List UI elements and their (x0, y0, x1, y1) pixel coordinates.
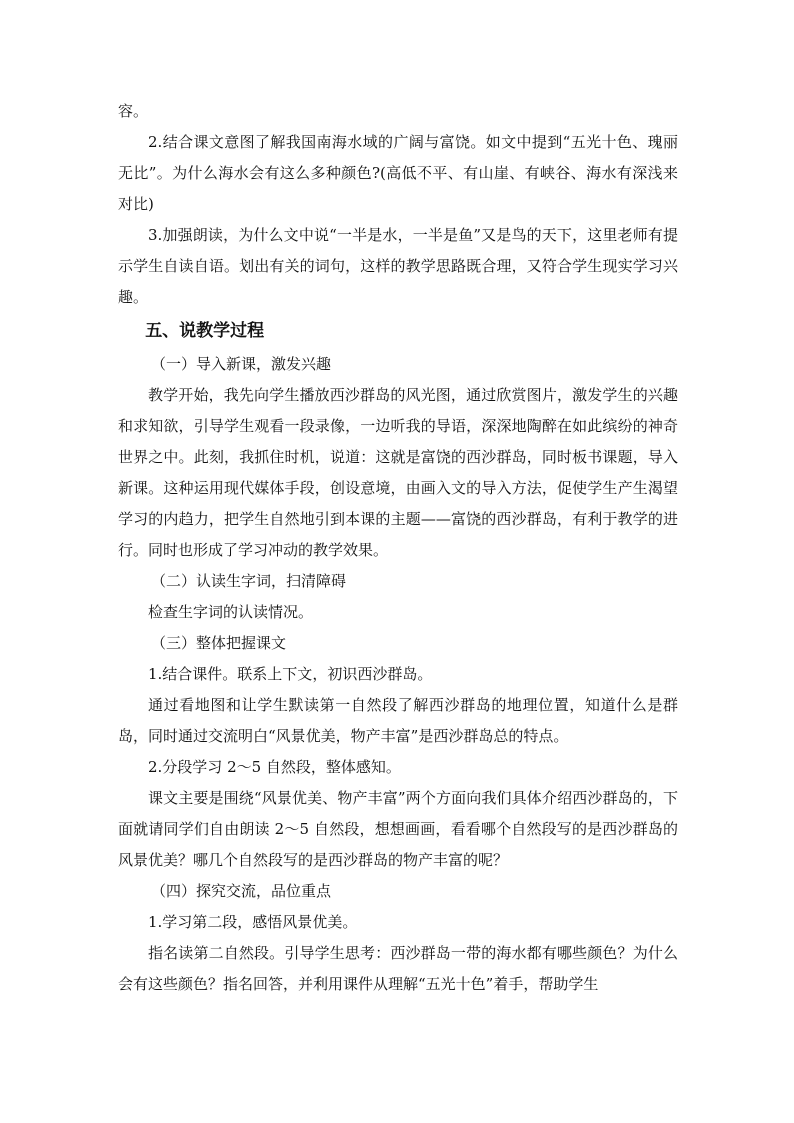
paragraph-intro-body: 教学开始，我先向学生播放西沙群岛的风光图，通过欣赏图片，激发学生的兴趣和求知欲，引导学生观看一段录像，一边听我的导语，深深地陶醉在如此缤纷的神奇世界之中。此刻，我抓住时机，说道：这就是富饶的西沙群岛，同时板书课题，导入新课。这种运用现代媒体手段，创设意境，由画入文的导入方法，促使学生产生渴望学习的内趋力，把学生自然地引到本课的主题——富饶的西沙群岛，有利于教学的进行。同时也形成了学习冲动的教学效果。 (118, 386, 678, 559)
paragraph-explore-1: 1.学习第二段，感悟风景优美。 (148, 913, 358, 931)
section-heading-teaching-process: 五、说教学过程 (145, 321, 265, 341)
paragraph-item-3: 3.加强朗读，为什么文中说“一半是水，一半是鱼”又是鸟的天下，这里老师有提示学生自读自语。划出有关的词句，这样的教学思路既合理，又符合学生现实学习兴趣。 (118, 226, 678, 306)
paragraph-item-2: 2.结合课文意图了解我国南海水域的广阔与富饶。如文中提到“五光十色、瑰丽无比”。为什么海水会有这么多种颜色?(高低不平、有山崖、有峡谷、海水有深浅来对比) (118, 133, 678, 213)
paragraph-overall-1: 1.结合课件。联系上下文，初识西沙群岛。 (148, 665, 433, 683)
subheading-overall: （三）整体把握课文 (151, 634, 287, 652)
paragraph-continuation: 容。 (118, 102, 149, 120)
subheading-intro: （一）导入新课，激发兴趣 (151, 355, 332, 373)
paragraph-overall-2-body: 课文主要是围绕“风景优美、物产丰富”两个方面向我们具体介绍西沙群岛的，下面就请同学们自由朗读 2～5 自然段，想想画画，看看哪个自然段写的是西沙群岛的风景优美？哪几个自然段写的是西沙群岛的物产丰富的呢？ (118, 789, 678, 869)
subheading-explore: （四）探究交流，品位重点 (151, 882, 332, 900)
paragraph-explore-1-body: 指名读第二自然段。引导学生思考：西沙群岛一带的海水都有哪些颜色？为什么会有这些颜色？指名回答，并利用课件从理解“五光十色”着手，帮助学生 (118, 944, 678, 993)
subheading-vocabulary: （二）认读生字词，扫清障碍 (151, 572, 347, 590)
paragraph-vocabulary-body: 检查生字词的认读情况。 (148, 603, 314, 621)
document-page (118, 96, 678, 1000)
paragraph-overall-2: 2.分段学习 2～5 自然段，整体感知。 (148, 758, 401, 776)
paragraph-overall-1-body: 通过看地图和让学生默读第一自然段了解西沙群岛的地理位置，知道什么是群岛，同时通过交流明白“风景优美，物产丰富”是西沙群岛总的特点。 (118, 696, 678, 745)
